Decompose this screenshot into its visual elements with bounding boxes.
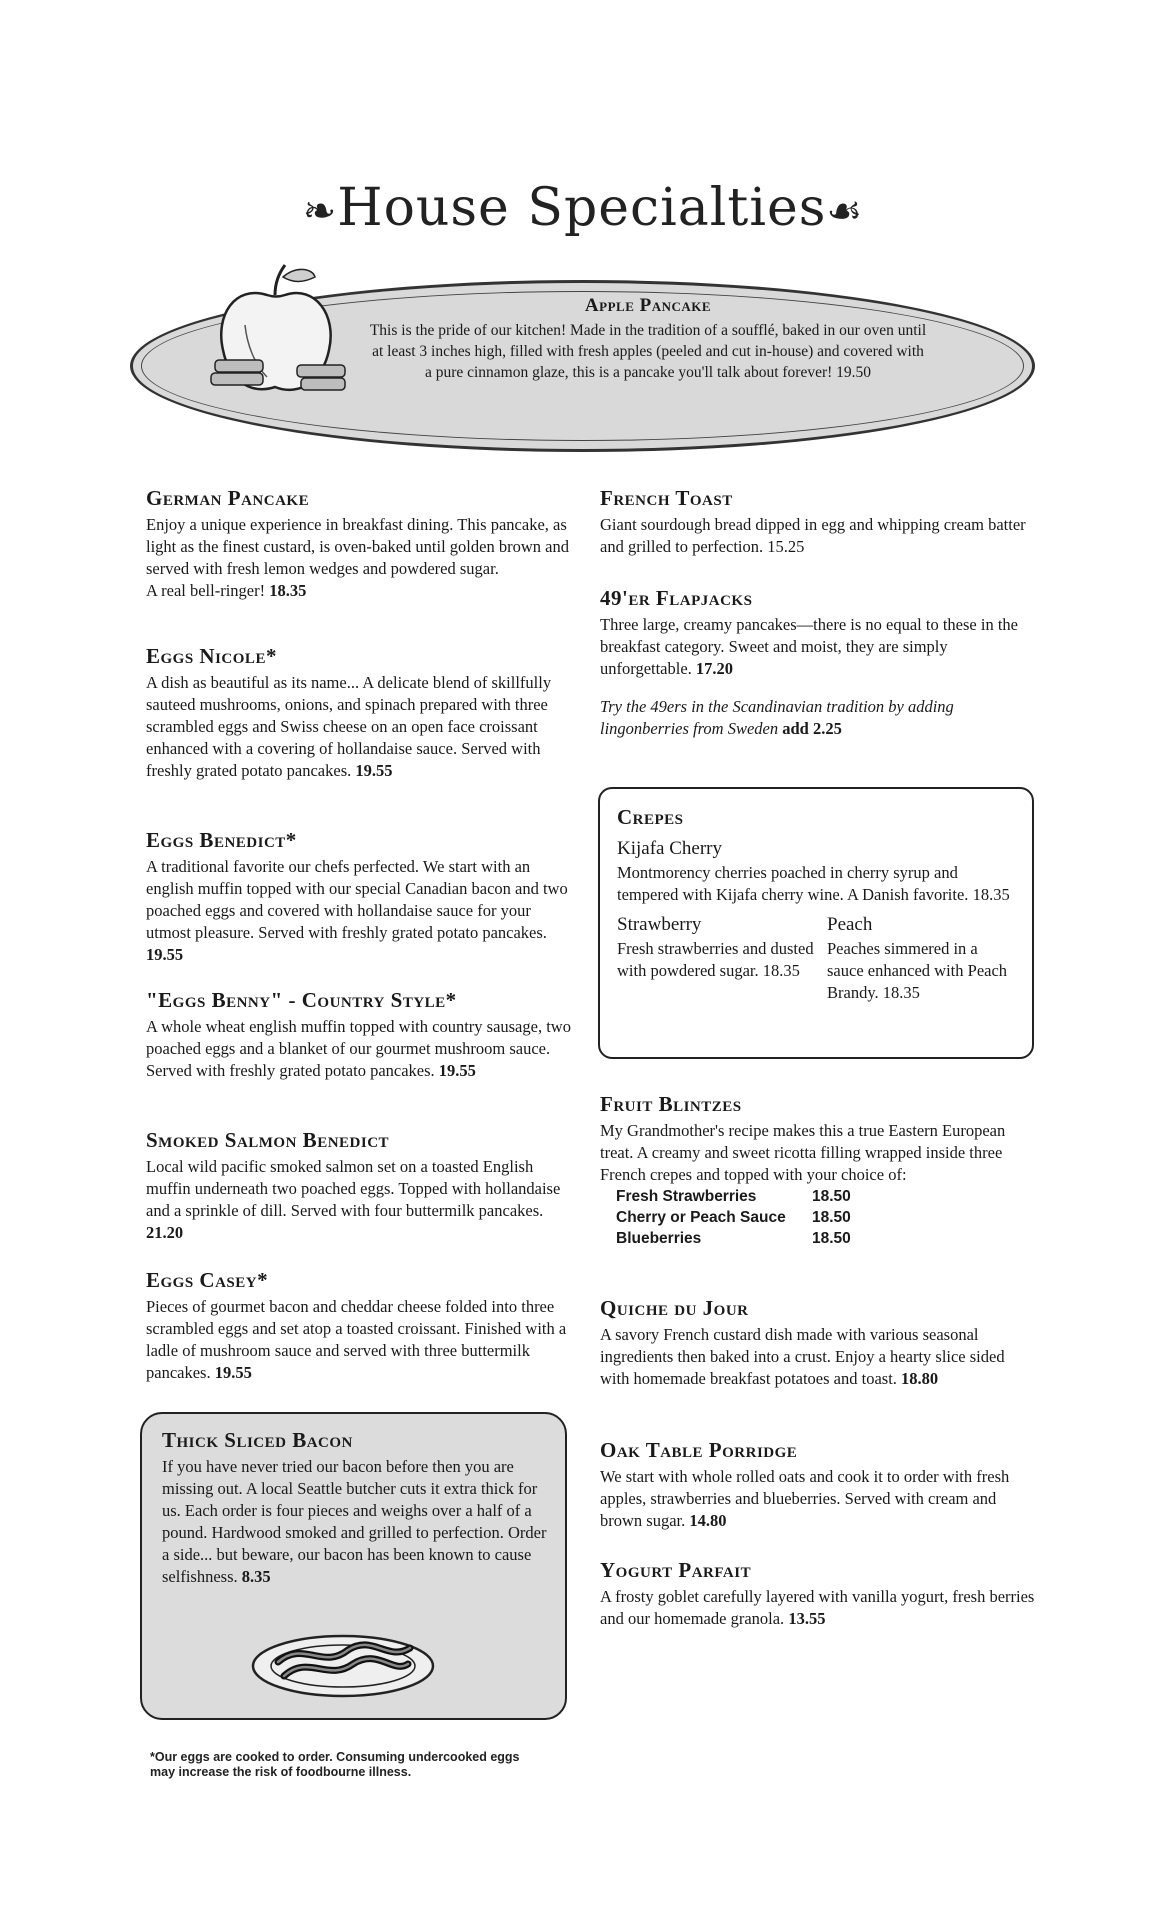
crepe-peach [827, 914, 1017, 1004]
flapjacks-note-price: add 2.25 [782, 719, 842, 738]
item-name: Quiche du Jour [600, 1296, 749, 1320]
item-price: 18.35 [269, 581, 307, 600]
blintz-options [616, 1186, 1036, 1249]
item-name: "Eggs Benny" - Country Style* [146, 988, 457, 1012]
crepe-sub-row [617, 914, 1022, 1004]
blintz-option [616, 1228, 1036, 1249]
apple-pancake-desc-text: This is the pride of our kitchen! Made in the tradition of a soufflé, baked in our oven until at least 3 inches high, filled with fresh apples (peeled and cut in-house) and covered with a pure cinnamon glaze, this is a pancake you'll talk about forever! [369, 322, 927, 381]
item-price: 15.25 [767, 537, 805, 556]
item-desc-text: Pieces of gourmet bacon and cheddar cheese folded into three scrambled eggs and set atop a toasted croissant. Finished with a ladle of mushroom sauce and served with three buttermilk pancakes. [146, 1297, 567, 1382]
crepe-peach-desc-text: Peaches simmered in a sauce enhanced with Peach Brandy. [827, 939, 1008, 1002]
crepe-kijafa-name: Kijafa Cherry [617, 838, 722, 859]
item-desc-text: Local wild pacific smoked salmon set on a toasted English muffin underneath two poached eggs. Topped with hollandaise and a sprinkle of dill. Served with four buttermilk pancakes. [146, 1157, 561, 1220]
item-desc [600, 1586, 1036, 1630]
item-price: 21.20 [146, 1223, 184, 1242]
menu-item-french-toast [600, 486, 1030, 558]
item-desc [146, 1296, 576, 1384]
item-desc-text: Giant sourdough bread dipped in egg and whipping cream batter and grilled to perfection. [600, 515, 1026, 556]
footnote: *Our eggs are cooked to order. Consuming undercooked eggs may increase the risk of foodbourne illness. [150, 1750, 520, 1779]
apple-pancake-name: Apple Pancake [584, 295, 712, 316]
blintz-option-price: 18.50 [812, 1209, 851, 1226]
apple-icon [205, 255, 355, 415]
item-name: Smoked Salmon Benedict [146, 1128, 390, 1152]
apple-pancake-price: 19.50 [836, 364, 872, 381]
menu-item-eggs-benny-country [146, 988, 576, 1082]
item-name: Fruit Blintzes [600, 1092, 742, 1116]
item-desc-text: A traditional favorite our chefs perfected. We start with an english muffin topped with our special Canadian bacon and two poached eggs and covered with hollandaise sauce for your utmost pleasure. Served with freshly grated potato pancakes. [146, 857, 568, 942]
menu-item-oak-table-porridge [600, 1438, 1036, 1532]
menu-item-thick-sliced-bacon [162, 1428, 552, 1588]
item-extra-text: A real bell-ringer! [146, 581, 266, 600]
item-name: Oak Table Porridge [600, 1438, 798, 1462]
item-price: 19.55 [214, 1363, 252, 1382]
item-desc [146, 1156, 576, 1244]
item-desc [146, 856, 576, 966]
blintz-option-name: Blueberries [616, 1230, 702, 1247]
apple-pancake-desc [368, 320, 928, 383]
blintz-option-name: Cherry or Peach Sauce [616, 1209, 786, 1226]
menu-section-crepes [617, 805, 1022, 1004]
bacon-plate-icon [248, 1622, 438, 1700]
item-desc [146, 672, 576, 782]
flapjacks-note [600, 696, 1030, 740]
crepe-kijafa-price: 18.35 [972, 885, 1010, 904]
item-desc-text: A whole wheat english muffin topped with country sausage, two poached eggs and a blanket of our gourmet mushroom sauce. Served with freshly grated potato pancakes. [146, 1017, 571, 1080]
menu-item-fruit-blintzes [600, 1092, 1036, 1249]
item-desc: Enjoy a unique experience in breakfast dining. This pancake, as light as the finest custard, is oven-baked until golden brown and served with fresh lemon wedges and powdered sugar. [146, 515, 569, 578]
page-title-text: House Specialties [337, 178, 827, 238]
item-desc-text: Three large, creamy pancakes—there is no equal to these in the breakfast category. Sweet and moist, they are simply unforgettable. [600, 615, 1018, 678]
item-price: 19.55 [438, 1061, 476, 1080]
menu-item-eggs-benedict [146, 828, 576, 966]
crepe-strawberry [617, 914, 827, 1004]
crepe-peach-price: 18.35 [882, 983, 920, 1002]
item-price: 18.80 [901, 1369, 939, 1388]
item-desc: My Grandmother's recipe makes this a true Eastern European treat. A creamy and sweet ricotta filling wrapped inside three French crepes and topped with your choice of: [600, 1121, 1006, 1184]
right-flourish-icon: ☙ [826, 188, 864, 235]
menu-item-quiche-du-jour [600, 1296, 1036, 1390]
menu-item-smoked-salmon-benedict [146, 1128, 576, 1244]
crepe-kijafa-desc [617, 862, 1022, 906]
item-name: Eggs Benedict* [146, 828, 297, 852]
item-desc [600, 1466, 1036, 1532]
left-flourish-icon: ❧ [302, 188, 338, 235]
apple-pancake-item [368, 295, 928, 383]
blintz-option-price: 18.50 [812, 1188, 851, 1205]
item-name: 49'er Flapjacks [600, 586, 753, 610]
item-desc-text: We start with whole rolled oats and cook it to order with fresh apples, strawberries and blueberries. Served with cream and brown sugar. [600, 1467, 1010, 1530]
menu-item-49er-flapjacks [600, 586, 1030, 740]
flapjacks-note-text: Try the 49ers in the Scandinavian tradition by adding lingonberries from Sweden [600, 697, 954, 738]
item-price: 19.55 [355, 761, 393, 780]
menu-item-eggs-nicole [146, 644, 576, 782]
crepe-kijafa-desc-text: Montmorency cherries poached in cherry syrup and tempered with Kijafa cherry wine. A Danish favorite. [617, 863, 969, 904]
item-price: 19.55 [146, 945, 184, 964]
page-title [0, 178, 1166, 238]
item-name: Thick Sliced Bacon [162, 1428, 353, 1452]
item-price: 14.80 [689, 1511, 727, 1530]
item-desc-text: A frosty goblet carefully layered with vanilla yogurt, fresh berries and our homemade granola. [600, 1587, 1035, 1628]
item-desc [600, 614, 1030, 680]
item-name: Eggs Nicole* [146, 644, 277, 668]
item-desc-text: A dish as beautiful as its name... A delicate blend of skillfully sauteed mushrooms, onions, and spinach prepared with three scrambled eggs and Swiss cheese on an open face croissant enhanced with a covering of hollandaise sauce. Served with freshly grated potato pancakes. [146, 673, 552, 780]
blintz-option [616, 1186, 1036, 1207]
blintz-option-price: 18.50 [812, 1230, 851, 1247]
crepe-strawberry-price: 18.35 [762, 961, 800, 980]
item-name: Yogurt Parfait [600, 1558, 752, 1582]
item-price: 8.35 [241, 1567, 271, 1586]
item-extra [146, 580, 576, 602]
crepe-strawberry-desc [617, 938, 827, 982]
crepe-peach-desc [827, 938, 1017, 1004]
menu-item-eggs-casey [146, 1268, 576, 1384]
crepe-strawberry-name: Strawberry [617, 914, 702, 935]
item-desc-text: If you have never tried our bacon before then you are missing out. A local Seattle butcher cuts it extra thick for us. Each order is four pieces and weighs over a half of a pound. Hardwood smoked and grilled to perfection. Order a side... but beware, our bacon has been known to cause selfishness. [162, 1457, 547, 1586]
item-desc [600, 1324, 1036, 1390]
blintz-option [616, 1207, 1036, 1228]
menu-item-german-pancake [146, 486, 576, 602]
crepes-heading: Crepes [617, 805, 684, 829]
item-desc [162, 1456, 552, 1588]
crepe-peach-name: Peach [827, 914, 873, 935]
item-name: Eggs Casey* [146, 1268, 269, 1292]
item-price: 17.20 [695, 659, 734, 678]
item-name: French Toast [600, 486, 733, 510]
item-desc [600, 514, 1030, 558]
item-price: 13.55 [788, 1609, 826, 1628]
crepe-strawberry-desc-text: Fresh strawberries and dusted with powdered sugar. [617, 939, 814, 980]
item-name: German Pancake [146, 486, 310, 510]
blintz-option-name: Fresh Strawberries [616, 1188, 757, 1205]
item-desc-text: A savory French custard dish made with various seasonal ingredients then baked into a crust. Enjoy a hearty slice sided with homemade breakfast potatoes and toast. [600, 1325, 1005, 1388]
menu-item-yogurt-parfait [600, 1558, 1036, 1630]
item-desc [146, 1016, 576, 1082]
